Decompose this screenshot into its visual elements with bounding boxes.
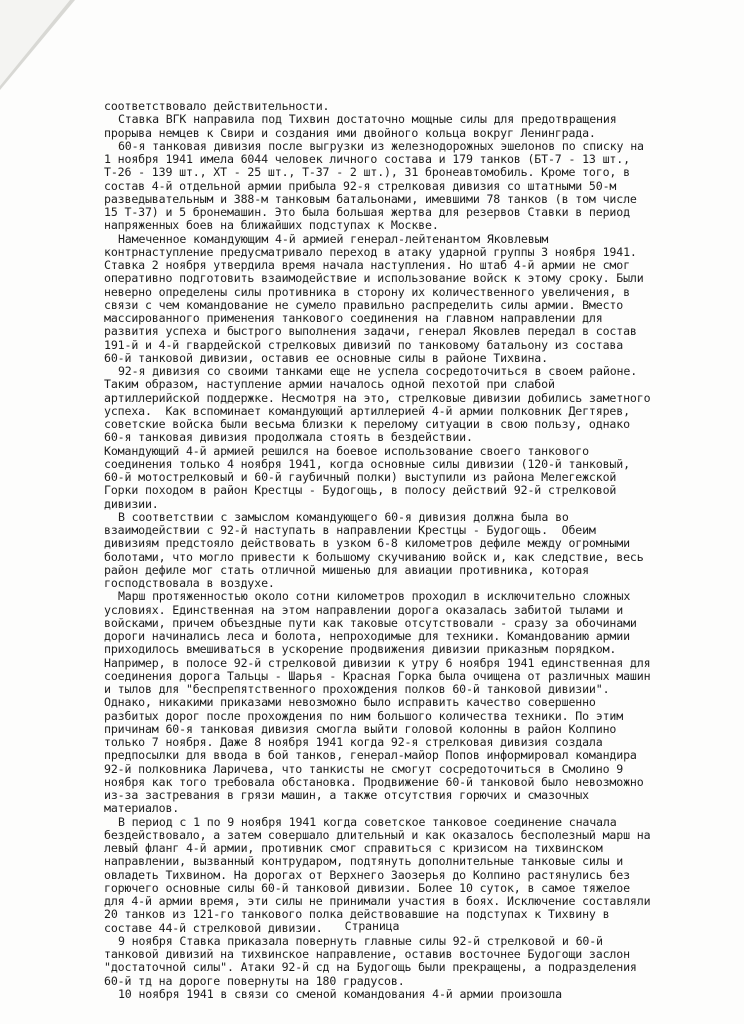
text-line: Таким образом, наступление армии началось одной пехотой при слабой — [104, 377, 555, 392]
text-line: горючего основные силы 60-й танковой дивизии. Более 10 суток, в самое тяжелое — [104, 880, 630, 895]
text-line: из-за застревания в грязи машин, а также отсутствия горючих и смазочных — [104, 788, 589, 802]
text-line: бездействовало, а затем совершало длительный и как оказалось бесполезный марш на — [104, 827, 651, 842]
text-line: танковой дивизий на тихвинское направление, оставив восточнее Будогощи заслон — [104, 947, 630, 961]
text-line: господствовала в воздухе. — [104, 576, 275, 590]
text-line: Ставка 2 ноября утвердила время начала наступления. Но штаб 4-й армии не смог — [104, 258, 630, 272]
text-line: советские войска были весьма близки к перелому ситуации в свою пользу, однако — [104, 417, 630, 431]
text-line: условиях. Единственная на этом направлении дорога оказалась забитой тылами и — [104, 602, 624, 617]
text-line: прорыва немцев к Свири и создания ими двойного кольца вокруг Ленинграда. — [104, 125, 596, 140]
text-line: Горки походом в район Крестцы - Будогощь, в полосу действий 92-й стрелковой — [104, 483, 617, 498]
text-line: дивизии. — [104, 496, 159, 511]
text-line: Намеченное командующим 4-й армией генерал-лейтенантом Яковлевым — [117, 231, 549, 246]
text-line: и тылов для "беспрепятственного прохождения полков 60-й танковой дивизии". — [104, 682, 610, 696]
folded-corner-inner — [0, 0, 70, 86]
text-line: дороги начинались леса и болота, непроходимые для техники. Командованию армии — [104, 629, 630, 643]
text-line: 60-я танковая дивизия после выгрузки из железнодорожных эшелонов по списку на — [117, 138, 644, 153]
text-line: состав 4-й отдельной армии прибыла 92-я стрелковая дивизия со штатными 50-м — [104, 178, 617, 193]
text-line: Командующий 4-й армией решился на боевое использование своего танкового — [104, 443, 589, 458]
text-line: 92-я дивизия со своими танками еще не успела сосредоточиться в своем районе. — [117, 364, 638, 378]
text-line: развития успеха и быстрого выполнения задачи, генерал Яковлев передал в состав — [104, 324, 637, 339]
text-line: оперативно подготовить взаимодействие и использование войск к этому сроку. Были — [104, 271, 644, 286]
text-line: 20 танков из 121-го танкового полка действовавшие на подступах к Тихвину в — [104, 907, 610, 922]
text-line: В период с 1 по 9 ноября 1941 когда советское танковое соединение сначала — [117, 814, 617, 829]
text-line: 60-й танковой дивизии, оставив ее основные силы в районе Тихвина. — [104, 350, 548, 365]
text-line: неверно определены силы противника в сторону их количественного увеличения, в — [104, 284, 630, 299]
text-line: разведывательным и 388-м танковым батальонами, имевшими 78 танков (в том числе — [104, 191, 637, 206]
text-line: разбитых дорог после прохождения по ним большого количества техники. По этим — [104, 708, 624, 723]
text-line: 1 ноября 1941 имела 6044 человек личного состава и 179 танков (БТ-7 - 13 шт., — [104, 152, 630, 166]
text-line: район дефиле мог стать отличной мишенью для авиации противника, которая — [104, 562, 589, 577]
text-line: 9 ноября Ставка приказала повернуть главные силы 92-й стрелковой и 60-й — [117, 933, 603, 948]
text-line: Марш протяженностью около сотни километров проходил в исключительно сложных — [117, 589, 631, 604]
text-line: овладеть Тихвином. На дорогах от Верхнего Заозерья до Колпино растянулись без — [104, 867, 630, 882]
text-line: 60-й тд на дороге повернуты на 180 градусов. — [104, 973, 405, 988]
text-line: 15 Т-37) и 5 бронемашин. Это была большая жертва для резервов Ставки в период — [104, 205, 630, 219]
text-line: В соответствии с замыслом командующего 60-я дивизия должна была во — [117, 509, 569, 524]
text-line: соответствовало действительности. — [104, 99, 330, 113]
text-line: соединения дорога Тальцы - Шарья - Красная Горка была очищена от различных машин — [104, 668, 651, 683]
text-line: предпосылки для ввода в бой танков, генерал-майор Попов информировал командира — [104, 748, 637, 763]
text-line: напряженных боев на ближайших подступах к Москве. — [104, 218, 439, 233]
text-line: артиллерийской поддержке. Несмотря на это, стрелковые дивизии добились заметного — [104, 390, 651, 405]
text-line: Ставка ВГК направила под Тихвин достаточно мощные силы для предотвращения — [117, 112, 617, 127]
text-line: Т-26 - 139 шт., ХТ - 25 шт., Т-37 - 2 шт.), 31 бронеавтомобиль. Кроме того, в — [104, 165, 630, 180]
text-line: Однако, никакими приказами невозможно было исправить качество совершенно — [104, 695, 596, 710]
text-line: успеха. Как вспоминает командующий артиллерией 4-й армии полковник Дегтярев, — [104, 403, 630, 418]
text-line: контрнаступление предусматривало переход в атаку ударной группы 3 ноября 1941. — [104, 244, 637, 259]
text-line: болотами, что могло привести к большому скучиванию войск и, как следствие, весь — [104, 549, 644, 564]
text-line: 10 ноября 1941 в связи со сменой командования 4-й армии произошла — [117, 986, 562, 1001]
text-line: причинам 60-я танковая дивизия смогла выйти головой колонны в район Колпино — [104, 721, 617, 736]
text-line: соединения только 4 ноября 1941, когда основные силы дивизии (120-й танковый, — [104, 456, 630, 471]
text-line: 92-й полковника Ларичева, что танкисты не смогут сосредоточиться в Смолино 9 — [104, 761, 624, 776]
text-line: составе 44-й стрелковой дивизии. — [104, 920, 323, 935]
text-line: материалов. — [104, 801, 180, 816]
text-line: левый фланг 4-й армии, противник смог справиться с кризисом на тихвинском — [104, 841, 603, 855]
document-body — [104, 100, 716, 1001]
text-line: направлении, вызванный контрударом, подтянуть дополнительные танковые силы и — [104, 854, 624, 869]
text-line: для 4-й армии время, эти силы не принимали участия в боях. Исключение составляли — [104, 894, 651, 908]
text-line: взаимодействии с 92-й наступать в направлении Крестцы - Будогощь. Обеим — [104, 523, 596, 537]
text-line: войсками, причем объездные пути как таковые отсутствовали - сразу за обочинами — [104, 615, 637, 630]
text-line: приходилось вмешиваться в ускорение продвижения дивизии приказным порядком. — [104, 642, 617, 657]
text-line: 60-я танковая дивизия продолжала стоять в бездействии. — [104, 430, 473, 445]
text-line: ноября как того требовала обстановка. Продвижение 60-й танковой было невозможно — [104, 774, 644, 789]
text-line: 60-й мотострелковый и 60-й гаубичный полки) выступили из района Мелегежской — [104, 470, 617, 484]
text-line: массированного применения танкового соединения на главном направлении для — [104, 311, 603, 325]
text-line: Например, в полосе 92-й стрелковой дивизии к утру 6 ноября 1941 единственная для — [104, 655, 651, 670]
text-line: 191-й и 4-й гвардейской стрелковых дивизий по танковому батальону из состава — [104, 337, 624, 352]
text-line: связи с чем командование не сумело правильно распределить силы армии. Вместо — [104, 297, 624, 312]
page-footer: Страница — [344, 919, 400, 933]
text-line: только 7 ноября. Даже 8 ноября 1941 когда 92-я стрелковая дивизия создала — [104, 735, 603, 749]
text-line: дивизиям предстояло действовать в узком 6-8 километров дефиле между огромными — [104, 536, 630, 551]
text-line: "достаточной силы". Атаки 92-й сд на Будогощь были прекращены, а подразделения — [104, 960, 637, 975]
